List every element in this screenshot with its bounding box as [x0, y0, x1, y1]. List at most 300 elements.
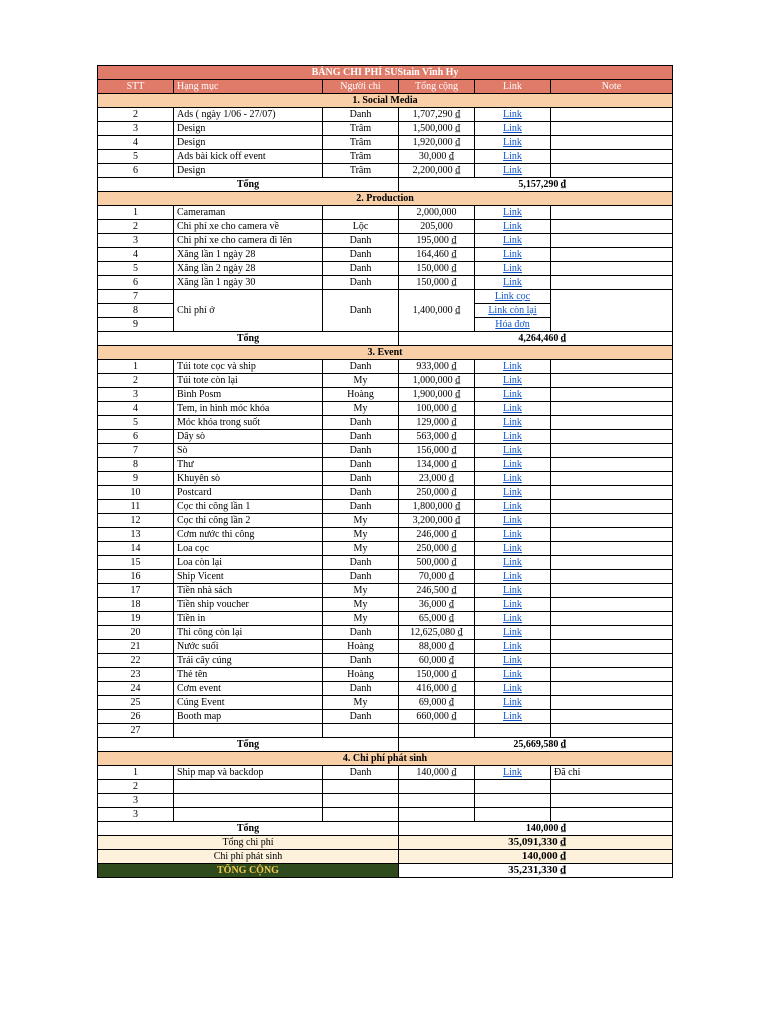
link-cell[interactable]: [475, 780, 551, 794]
payer-cell[interactable]: Trâm: [323, 164, 399, 178]
header-link[interactable]: Link: [475, 80, 551, 94]
amount-cell[interactable]: 563,000 ₫: [399, 430, 475, 444]
stt-cell[interactable]: 8: [98, 304, 174, 318]
amount-cell[interactable]: 129,000 ₫: [399, 416, 475, 430]
payer-cell[interactable]: Danh: [323, 710, 399, 724]
amount-cell[interactable]: 23,000 ₫: [399, 472, 475, 486]
amount-cell[interactable]: 1,920,000 ₫: [399, 136, 475, 150]
amount-cell[interactable]: 36,000 ₫: [399, 598, 475, 612]
link-cell[interactable]: [475, 612, 551, 626]
link-cell[interactable]: [475, 206, 551, 220]
stt-cell[interactable]: 2: [98, 220, 174, 234]
stt-cell[interactable]: 25: [98, 696, 174, 710]
link-cell[interactable]: [475, 514, 551, 528]
amount-cell[interactable]: 2,000,000: [399, 206, 475, 220]
payer-cell[interactable]: Danh: [323, 290, 399, 332]
stt-cell[interactable]: 15: [98, 556, 174, 570]
link-text[interactable]: Link: [503, 221, 522, 232]
note-cell[interactable]: [551, 206, 673, 220]
link-cell[interactable]: [475, 640, 551, 654]
link-text[interactable]: Link: [503, 515, 522, 526]
item-cell[interactable]: Tiền in: [174, 612, 323, 626]
link-cell[interactable]: [475, 136, 551, 150]
amount-cell[interactable]: 140,000 ₫: [399, 766, 475, 780]
stt-cell[interactable]: 8: [98, 458, 174, 472]
payer-cell[interactable]: [323, 794, 399, 808]
stt-cell[interactable]: 7: [98, 444, 174, 458]
link-text[interactable]: Link: [503, 417, 522, 428]
payer-cell[interactable]: Danh: [323, 430, 399, 444]
note-cell[interactable]: [551, 136, 673, 150]
link-text[interactable]: Link: [503, 389, 522, 400]
link-text[interactable]: Link: [503, 599, 522, 610]
amount-cell[interactable]: 205,000: [399, 220, 475, 234]
link-cell[interactable]: [475, 122, 551, 136]
amount-cell[interactable]: 88,000 ₫: [399, 640, 475, 654]
payer-cell[interactable]: Trâm: [323, 136, 399, 150]
note-cell[interactable]: [551, 276, 673, 290]
note-cell[interactable]: [551, 262, 673, 276]
payer-cell[interactable]: Danh: [323, 486, 399, 500]
item-cell[interactable]: [174, 808, 323, 822]
item-cell[interactable]: Design: [174, 122, 323, 136]
link-text[interactable]: Link: [503, 529, 522, 540]
amount-cell[interactable]: 416,000 ₫: [399, 682, 475, 696]
amount-cell[interactable]: 246,500 ₫: [399, 584, 475, 598]
amount-cell[interactable]: 1,400,000 ₫: [399, 290, 475, 332]
stt-cell[interactable]: 9: [98, 472, 174, 486]
stt-cell[interactable]: 1: [98, 766, 174, 780]
link-text[interactable]: Link: [503, 641, 522, 652]
link-cell[interactable]: [475, 696, 551, 710]
item-cell[interactable]: Loa cọc: [174, 542, 323, 556]
stt-cell[interactable]: 6: [98, 276, 174, 290]
stt-cell[interactable]: 7: [98, 290, 174, 304]
note-cell[interactable]: [551, 556, 673, 570]
payer-cell[interactable]: Danh: [323, 682, 399, 696]
payer-cell[interactable]: My: [323, 584, 399, 598]
payer-cell[interactable]: Danh: [323, 556, 399, 570]
link-text[interactable]: Link: [503, 459, 522, 470]
note-cell[interactable]: [551, 402, 673, 416]
payer-cell[interactable]: Hoàng: [323, 388, 399, 402]
note-cell[interactable]: [551, 360, 673, 374]
stt-cell[interactable]: 3: [98, 794, 174, 808]
stt-cell[interactable]: 1: [98, 360, 174, 374]
note-cell[interactable]: [551, 164, 673, 178]
stt-cell[interactable]: 9: [98, 318, 174, 332]
link-text[interactable]: Link: [503, 249, 522, 260]
stt-cell[interactable]: 6: [98, 164, 174, 178]
link-text[interactable]: Link: [503, 151, 522, 162]
link-text[interactable]: Link: [503, 375, 522, 386]
amount-cell[interactable]: 1,500,000 ₫: [399, 122, 475, 136]
item-cell[interactable]: Tem, in hình móc khóa: [174, 402, 323, 416]
amount-cell[interactable]: 660,000 ₫: [399, 710, 475, 724]
amount-cell[interactable]: 12,625,080 ₫: [399, 626, 475, 640]
stt-cell[interactable]: 18: [98, 598, 174, 612]
amount-cell[interactable]: 500,000 ₫: [399, 556, 475, 570]
note-cell[interactable]: [551, 500, 673, 514]
amount-cell[interactable]: [399, 794, 475, 808]
payer-cell[interactable]: [323, 808, 399, 822]
link-cell[interactable]: [475, 710, 551, 724]
amount-cell[interactable]: 1,900,000 ₫: [399, 388, 475, 402]
link-cell[interactable]: [475, 248, 551, 262]
stt-cell[interactable]: 5: [98, 262, 174, 276]
payer-cell[interactable]: Danh: [323, 626, 399, 640]
payer-cell[interactable]: Danh: [323, 360, 399, 374]
link-cell[interactable]: [475, 668, 551, 682]
amount-cell[interactable]: 164,460 ₫: [399, 248, 475, 262]
item-cell[interactable]: Postcard: [174, 486, 323, 500]
note-cell[interactable]: [551, 248, 673, 262]
item-cell[interactable]: Cameraman: [174, 206, 323, 220]
link-cell[interactable]: [475, 164, 551, 178]
link-text[interactable]: Link: [503, 431, 522, 442]
amount-cell[interactable]: 100,000 ₫: [399, 402, 475, 416]
amount-cell[interactable]: 150,000 ₫: [399, 668, 475, 682]
item-cell[interactable]: Móc khóa trong suốt: [174, 416, 323, 430]
amount-cell[interactable]: [399, 780, 475, 794]
payer-cell[interactable]: [323, 206, 399, 220]
note-cell[interactable]: [551, 234, 673, 248]
link-cell[interactable]: [475, 150, 551, 164]
stt-cell[interactable]: 6: [98, 430, 174, 444]
link-text[interactable]: Link: [503, 571, 522, 582]
stt-cell[interactable]: 26: [98, 710, 174, 724]
stt-cell[interactable]: 21: [98, 640, 174, 654]
note-cell[interactable]: [551, 598, 673, 612]
item-cell[interactable]: Ads ( ngày 1/06 - 27/07): [174, 108, 323, 122]
link-cell[interactable]: [475, 556, 551, 570]
item-cell[interactable]: Thư: [174, 458, 323, 472]
note-cell[interactable]: [551, 374, 673, 388]
amount-cell[interactable]: 246,000 ₫: [399, 528, 475, 542]
link-text[interactable]: Link: [503, 277, 522, 288]
stt-cell[interactable]: 20: [98, 626, 174, 640]
link-cell[interactable]: [475, 276, 551, 290]
payer-cell[interactable]: Lộc: [323, 220, 399, 234]
item-cell[interactable]: Chi phí xe cho camera đi lên: [174, 234, 323, 248]
payer-cell[interactable]: My: [323, 528, 399, 542]
amount-cell[interactable]: 65,000 ₫: [399, 612, 475, 626]
payer-cell[interactable]: Danh: [323, 234, 399, 248]
link-cell[interactable]: [475, 808, 551, 822]
payer-cell[interactable]: Danh: [323, 276, 399, 290]
link-cell[interactable]: [475, 458, 551, 472]
stt-cell[interactable]: 3: [98, 808, 174, 822]
payer-cell[interactable]: Danh: [323, 416, 399, 430]
stt-cell[interactable]: 10: [98, 486, 174, 500]
item-cell[interactable]: Tiền ship voucher: [174, 598, 323, 612]
note-cell[interactable]: [551, 682, 673, 696]
item-cell[interactable]: Ship map và backdop: [174, 766, 323, 780]
amount-cell[interactable]: 134,000 ₫: [399, 458, 475, 472]
link-text[interactable]: Link: [503, 501, 522, 512]
stt-cell[interactable]: 3: [98, 388, 174, 402]
link-text[interactable]: Link: [503, 361, 522, 372]
note-cell[interactable]: [551, 640, 673, 654]
stt-cell[interactable]: 17: [98, 584, 174, 598]
link-cell[interactable]: [475, 290, 551, 304]
stt-cell[interactable]: 1: [98, 206, 174, 220]
link-text[interactable]: Link: [503, 403, 522, 414]
link-text[interactable]: Link: [503, 165, 522, 176]
link-text[interactable]: Link: [503, 473, 522, 484]
amount-cell[interactable]: 933,000 ₫: [399, 360, 475, 374]
amount-cell[interactable]: [399, 808, 475, 822]
payer-cell[interactable]: My: [323, 696, 399, 710]
amount-cell[interactable]: 2,200,000 ₫: [399, 164, 475, 178]
link-cell[interactable]: [475, 304, 551, 318]
stt-cell[interactable]: 27: [98, 724, 174, 738]
link-cell[interactable]: [475, 500, 551, 514]
payer-cell[interactable]: My: [323, 402, 399, 416]
link-cell[interactable]: [475, 360, 551, 374]
link-cell[interactable]: [475, 416, 551, 430]
stt-cell[interactable]: 2: [98, 780, 174, 794]
note-cell[interactable]: [551, 444, 673, 458]
link-cell[interactable]: [475, 402, 551, 416]
note-cell[interactable]: [551, 108, 673, 122]
link-cell[interactable]: [475, 598, 551, 612]
note-cell[interactable]: [551, 780, 673, 794]
stt-cell[interactable]: 4: [98, 402, 174, 416]
link-cell[interactable]: [475, 626, 551, 640]
item-cell[interactable]: Design: [174, 136, 323, 150]
payer-cell[interactable]: Danh: [323, 248, 399, 262]
header-stt[interactable]: STT: [98, 80, 174, 94]
amount-cell[interactable]: 30,000 ₫: [399, 150, 475, 164]
payer-cell[interactable]: Hoàng: [323, 640, 399, 654]
item-cell[interactable]: Loa còn lại: [174, 556, 323, 570]
link-cell[interactable]: [475, 682, 551, 696]
item-cell[interactable]: Chi phí ở: [174, 290, 323, 332]
link-cell[interactable]: [475, 794, 551, 808]
item-cell[interactable]: Xăng lần 1 ngày 30: [174, 276, 323, 290]
payer-cell[interactable]: Danh: [323, 766, 399, 780]
item-cell[interactable]: Cơm event: [174, 682, 323, 696]
item-cell[interactable]: Xăng lần 1 ngày 28: [174, 248, 323, 262]
note-cell[interactable]: [551, 710, 673, 724]
item-cell[interactable]: Booth map: [174, 710, 323, 724]
item-cell[interactable]: Chi phí xe cho camera về: [174, 220, 323, 234]
item-cell[interactable]: Túi tote cọc và ship: [174, 360, 323, 374]
link-text[interactable]: Link: [503, 543, 522, 554]
link-text[interactable]: Link: [503, 613, 522, 624]
item-cell[interactable]: Túi tote còn lại: [174, 374, 323, 388]
link-cell[interactable]: [475, 234, 551, 248]
amount-cell[interactable]: [399, 724, 475, 738]
amount-cell[interactable]: 60,000 ₫: [399, 654, 475, 668]
stt-cell[interactable]: 3: [98, 122, 174, 136]
payer-cell[interactable]: Danh: [323, 570, 399, 584]
stt-cell[interactable]: 2: [98, 108, 174, 122]
note-cell[interactable]: [551, 220, 673, 234]
item-cell[interactable]: Thi công còn lại: [174, 626, 323, 640]
note-cell[interactable]: [551, 626, 673, 640]
stt-cell[interactable]: 5: [98, 150, 174, 164]
stt-cell[interactable]: 5: [98, 416, 174, 430]
note-cell[interactable]: [551, 542, 673, 556]
payer-cell[interactable]: My: [323, 612, 399, 626]
item-cell[interactable]: Khuyên sò: [174, 472, 323, 486]
link-text[interactable]: Link: [503, 557, 522, 568]
payer-cell[interactable]: Danh: [323, 654, 399, 668]
stt-cell[interactable]: 16: [98, 570, 174, 584]
link-cell[interactable]: [475, 542, 551, 556]
amount-cell[interactable]: 150,000 ₫: [399, 276, 475, 290]
link-cell[interactable]: [475, 388, 551, 402]
note-cell[interactable]: [551, 486, 673, 500]
payer-cell[interactable]: Danh: [323, 108, 399, 122]
payer-cell[interactable]: My: [323, 374, 399, 388]
amount-cell[interactable]: 3,200,000 ₫: [399, 514, 475, 528]
link-cell[interactable]: [475, 108, 551, 122]
item-cell[interactable]: Sò: [174, 444, 323, 458]
stt-cell[interactable]: 3: [98, 234, 174, 248]
link-cell[interactable]: [475, 430, 551, 444]
item-cell[interactable]: Cơm nước thi công: [174, 528, 323, 542]
note-cell[interactable]: [551, 668, 673, 682]
amount-cell[interactable]: 70,000 ₫: [399, 570, 475, 584]
header-payer[interactable]: Người chi: [323, 80, 399, 94]
header-note[interactable]: Note: [551, 80, 673, 94]
item-cell[interactable]: Trái cây cúng: [174, 654, 323, 668]
stt-cell[interactable]: 11: [98, 500, 174, 514]
note-cell[interactable]: [551, 150, 673, 164]
link-text[interactable]: Link cọc: [494, 291, 531, 302]
link-cell[interactable]: [475, 318, 551, 332]
note-cell[interactable]: [551, 794, 673, 808]
item-cell[interactable]: Bình Posm: [174, 388, 323, 402]
note-cell[interactable]: [551, 290, 673, 332]
item-cell[interactable]: [174, 794, 323, 808]
note-cell[interactable]: [551, 430, 673, 444]
note-cell[interactable]: [551, 416, 673, 430]
note-cell[interactable]: [551, 388, 673, 402]
item-cell[interactable]: Cọc thi công lần 2: [174, 514, 323, 528]
payer-cell[interactable]: Danh: [323, 444, 399, 458]
note-cell[interactable]: [551, 654, 673, 668]
payer-cell[interactable]: Danh: [323, 500, 399, 514]
note-cell[interactable]: [551, 584, 673, 598]
link-text[interactable]: Link: [503, 697, 522, 708]
stt-cell[interactable]: 4: [98, 248, 174, 262]
payer-cell[interactable]: [323, 724, 399, 738]
item-cell[interactable]: Cọc thi công lần 1: [174, 500, 323, 514]
note-cell[interactable]: [551, 612, 673, 626]
item-cell[interactable]: Ads bài kick off event: [174, 150, 323, 164]
link-cell[interactable]: [475, 444, 551, 458]
note-cell[interactable]: [551, 696, 673, 710]
item-cell[interactable]: [174, 724, 323, 738]
item-cell[interactable]: [174, 780, 323, 794]
link-text[interactable]: Link: [503, 263, 522, 274]
link-text[interactable]: Link: [503, 207, 522, 218]
payer-cell[interactable]: Trâm: [323, 150, 399, 164]
item-cell[interactable]: Dây sò: [174, 430, 323, 444]
header-amount[interactable]: Tổng cộng: [399, 80, 475, 94]
link-text[interactable]: Link: [503, 123, 522, 134]
link-text[interactable]: Link: [503, 711, 522, 722]
item-cell[interactable]: Cúng Event: [174, 696, 323, 710]
amount-cell[interactable]: 250,000 ₫: [399, 486, 475, 500]
stt-cell[interactable]: 22: [98, 654, 174, 668]
amount-cell[interactable]: 69,000 ₫: [399, 696, 475, 710]
link-cell[interactable]: [475, 486, 551, 500]
link-text[interactable]: Link: [503, 683, 522, 694]
note-cell[interactable]: [551, 122, 673, 136]
amount-cell[interactable]: 250,000 ₫: [399, 542, 475, 556]
payer-cell[interactable]: My: [323, 542, 399, 556]
payer-cell[interactable]: [323, 780, 399, 794]
amount-cell[interactable]: 150,000 ₫: [399, 262, 475, 276]
stt-cell[interactable]: 24: [98, 682, 174, 696]
stt-cell[interactable]: 2: [98, 374, 174, 388]
item-cell[interactable]: Ship Vicent: [174, 570, 323, 584]
stt-cell[interactable]: 4: [98, 136, 174, 150]
note-cell[interactable]: [551, 458, 673, 472]
link-text[interactable]: Link: [503, 445, 522, 456]
link-cell[interactable]: [475, 724, 551, 738]
link-text[interactable]: Link: [503, 669, 522, 680]
stt-cell[interactable]: 13: [98, 528, 174, 542]
link-cell[interactable]: [475, 262, 551, 276]
note-cell[interactable]: [551, 528, 673, 542]
note-cell[interactable]: [551, 724, 673, 738]
link-cell[interactable]: [475, 374, 551, 388]
link-text[interactable]: Link: [503, 137, 522, 148]
note-cell[interactable]: [551, 808, 673, 822]
stt-cell[interactable]: 23: [98, 668, 174, 682]
stt-cell[interactable]: 19: [98, 612, 174, 626]
payer-cell[interactable]: Hoàng: [323, 668, 399, 682]
note-cell[interactable]: [551, 570, 673, 584]
item-cell[interactable]: Design: [174, 164, 323, 178]
amount-cell[interactable]: 156,000 ₫: [399, 444, 475, 458]
link-text[interactable]: Link: [503, 487, 522, 498]
link-cell[interactable]: [475, 472, 551, 486]
payer-cell[interactable]: Danh: [323, 262, 399, 276]
stt-cell[interactable]: 12: [98, 514, 174, 528]
header-item[interactable]: Hạng mục: [174, 80, 323, 94]
stt-cell[interactable]: 14: [98, 542, 174, 556]
link-cell[interactable]: [475, 528, 551, 542]
payer-cell[interactable]: Trâm: [323, 122, 399, 136]
link-text[interactable]: Link: [503, 235, 522, 246]
item-cell[interactable]: Xăng lần 2 ngày 28: [174, 262, 323, 276]
link-text[interactable]: Link: [503, 767, 522, 778]
amount-cell[interactable]: 1,000,000 ₫: [399, 374, 475, 388]
link-cell[interactable]: [475, 584, 551, 598]
item-cell[interactable]: Nước suối: [174, 640, 323, 654]
link-text[interactable]: Link: [503, 627, 522, 638]
note-cell[interactable]: Đã chi: [551, 766, 673, 780]
payer-cell[interactable]: My: [323, 514, 399, 528]
item-cell[interactable]: Thẻ tên: [174, 668, 323, 682]
amount-cell[interactable]: 195,000 ₫: [399, 234, 475, 248]
link-text[interactable]: Link còn lại: [488, 305, 537, 316]
link-cell[interactable]: [475, 570, 551, 584]
payer-cell[interactable]: Danh: [323, 458, 399, 472]
note-cell[interactable]: [551, 472, 673, 486]
link-cell[interactable]: [475, 766, 551, 780]
note-cell[interactable]: [551, 514, 673, 528]
link-text[interactable]: Link: [503, 585, 522, 596]
payer-cell[interactable]: Danh: [323, 472, 399, 486]
